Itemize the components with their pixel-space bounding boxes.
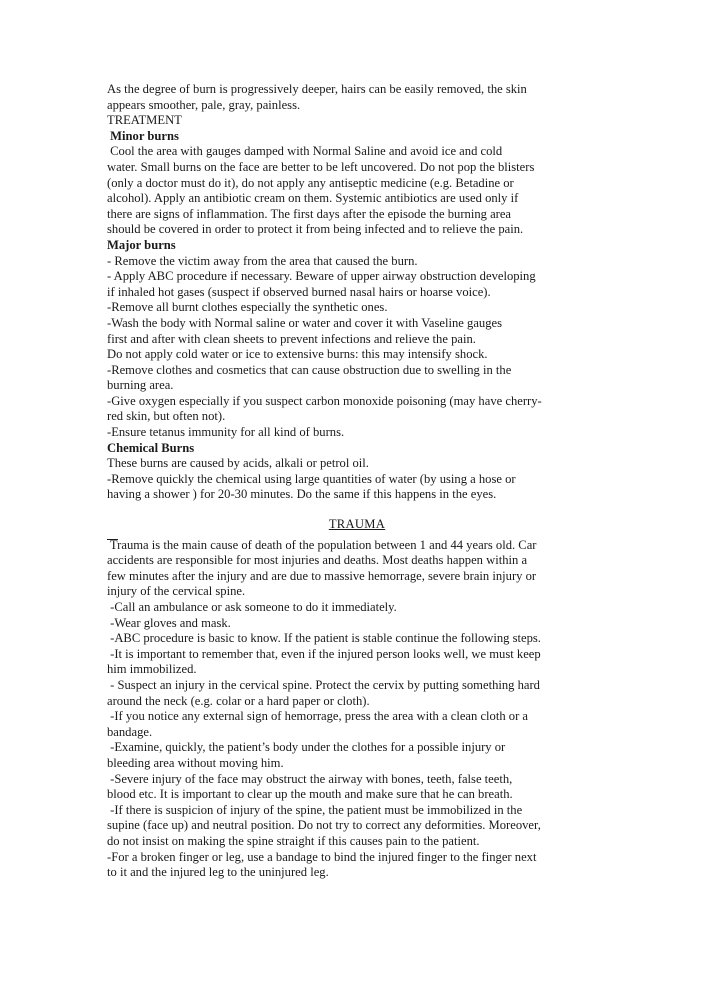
text-line: -It is important to remember that, even if the injured person looks well, we must keep	[107, 646, 541, 661]
text-line: appears smoother, pale, gray, painless.	[107, 97, 301, 112]
major-burns-heading: Major burns	[107, 237, 176, 252]
text-line: should be covered in order to protect it from being infected and to relieve the pain.	[107, 222, 524, 237]
text-line: -Remove clothes and cosmetics that can cause obstruction due to swelling in the	[107, 362, 512, 377]
text-line: - Remove the victim away from the area that caused the burn.	[107, 253, 418, 268]
text-line: him immobilized.	[107, 662, 197, 677]
text-line: -Ensure tetanus immunity for all kind of burns.	[107, 425, 345, 440]
chemical-burns-section	[107, 441, 607, 503]
text-line: -Call an ambulance or ask someone to do it immediately.	[107, 600, 397, 614]
text-line: -Give oxygen especially if you suspect carbon monoxide poisoning (may have cherry-	[107, 393, 542, 408]
text-line: if inhaled hot gases (suspect if observed burned nasal hairs or hoarse voice).	[107, 284, 491, 299]
text-line: -Remove quickly the chemical using large quantities of water (by using a hose or	[107, 471, 516, 486]
text-line: Do not apply cold water or ice to extensive burns: this may intensify shock.	[107, 347, 488, 362]
text-line: there are signs of inflammation. The first days after the episode the burning area	[107, 206, 512, 221]
text-line: As the degree of burn is progressively deeper, hairs can be easily removed, the skin	[107, 82, 527, 96]
text-line: first and after with clean sheets to prevent infections and relieve the pain.	[107, 331, 476, 346]
text-line: -ABC procedure is basic to know. If the patient is stable continue the following steps.	[107, 631, 541, 646]
major-burns-section	[107, 238, 607, 441]
text-line: injury of the cervical spine.	[107, 584, 246, 599]
text-line: - Suspect an injury in the cervical spine. Protect the cervix by putting something hard	[107, 677, 540, 692]
text-line: -Wash the body with Normal saline or water and cover it with Vaseline gauges	[107, 315, 502, 330]
text-line: -Severe injury of the face may obstruct the airway with bones, teeth, false teeth,	[107, 771, 513, 786]
text-line: -If there is suspicion of injury of the spine, the patient must be immobilized in the	[107, 802, 523, 817]
minor-burns-heading: Minor burns	[107, 128, 179, 143]
text-line: accidents are responsible for most injuries and deaths. Most deaths happen within a	[107, 553, 528, 568]
text-line: blood etc. It is important to clear up the mouth and make sure that he can breath.	[107, 787, 513, 802]
burns-intro	[107, 82, 607, 113]
text-line: Trauma is the main cause of death of the population between 1 and 44 years old. Car	[107, 537, 537, 552]
chemical-burns-heading: Chemical Burns	[107, 440, 195, 455]
text-line: to it and the injured leg to the uninjured leg.	[107, 865, 329, 880]
text-line: water. Small burns on the face are better to be left uncovered. Do not pop the blisters	[107, 159, 535, 174]
text-line: (only a doctor must do it), do not apply any antiseptic medicine (e.g. Betadine or	[107, 175, 514, 190]
text-line: -If you notice any external sign of hemorrage, press the area with a clean cloth or a	[107, 709, 529, 724]
treatment-heading: TREATMENT	[107, 113, 182, 128]
document-page	[107, 82, 607, 881]
text-line: bandage.	[107, 724, 153, 739]
text-line: -Remove all burnt clothes especially the synthetic ones.	[107, 300, 388, 315]
text-line: bleeding area without moving him.	[107, 755, 284, 770]
text-line: These burns are caused by acids, alkali or petrol oil.	[107, 456, 369, 471]
text-line: having a shower ) for 20-30 minutes. Do the same if this happens in the eyes.	[107, 487, 497, 502]
minor-burns-section	[107, 129, 607, 238]
text-line: burning area.	[107, 378, 174, 393]
text-line: -For a broken finger or leg, use a bandage to bind the injured finger to the finger next	[107, 849, 537, 864]
text-line: - Apply ABC procedure if necessary. Beware of upper airway obstruction developing	[107, 269, 536, 284]
text-line: alcohol). Apply an antibiotic cream on them. Systemic antibiotics are used only if	[107, 191, 519, 206]
text-line: around the neck (e.g. colar or a hard paper or cloth).	[107, 693, 370, 708]
text-line: Cool the area with gauges damped with Normal Saline and avoid ice and cold	[107, 144, 503, 159]
text-line: -Wear gloves and mask.	[107, 615, 231, 630]
text-line: red skin, but often not).	[107, 409, 226, 424]
text-line: supine (face up) and neutral position. Do not try to correct any deformities. Moreover,	[107, 818, 541, 833]
text-line: few minutes after the injury and are due to massive hemorrage, severe brain injury or	[107, 568, 537, 583]
trauma-title: TRAUMA	[328, 517, 386, 532]
trauma-section	[107, 517, 607, 881]
text-line: do not insist on making the spine straight if this causes pain to the patient.	[107, 833, 480, 848]
text-line: -Examine, quickly, the patient’s body under the clothes for a possible injury or	[107, 740, 506, 755]
